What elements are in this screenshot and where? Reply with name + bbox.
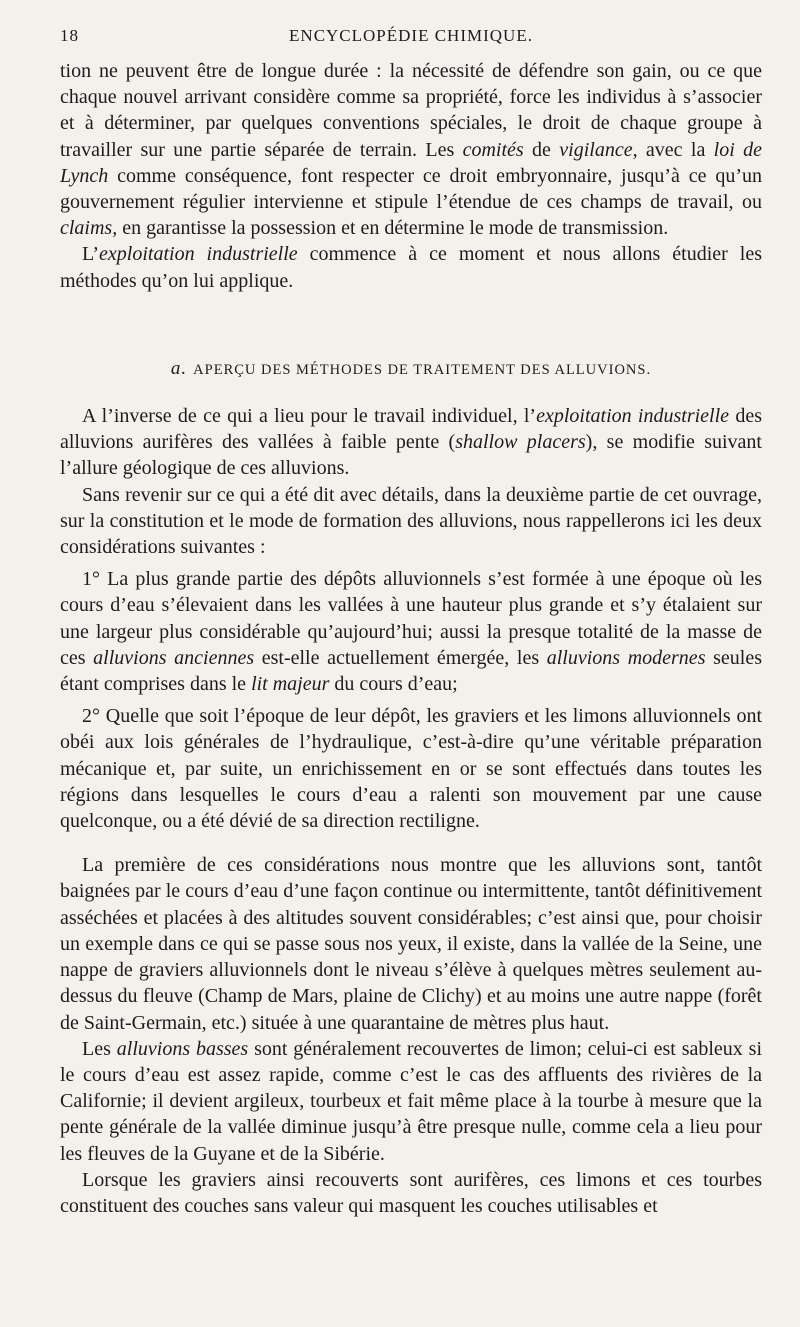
text-run: des alluvions aurifères des vallées à faible pente ( xyxy=(60,405,762,454)
text-run: sont généralement recouvertes de limon; celui-ci est sableux si le cours d’eau est assez rapide, comme c’est le cas des affluents des rivières de la Californie; il devient argileux, tourbeux et fait même place à la tourbe à mesure que la pente générale de la vallée diminue jusqu’à être presque nulle, comme cela a lieu pour les fleuves de la Guyane et de la Sibérie. xyxy=(60,1037,763,1165)
text-run: L’ xyxy=(82,243,100,266)
text-run: est-elle actuellement émergée, les xyxy=(254,646,547,669)
text-run: 1° La plus grande partie des dépôts alluvionnels s’est formée à une époque où les cours d’eau s’élevaient dans les vallées à une hauteur plus grande et s’y étalaient sur une largeur plus considérable qu’aujourd’hui; aussi la presque totalité de la masse de ces xyxy=(60,568,762,669)
page-number: 18 xyxy=(60,26,79,45)
text-run: 2° Quelle que soit l’époque de leur dépôt, les graviers et les limons alluvionnels ont obéi aux lois générales de l’hydraulique, c’est-à-dire qu’une véritable préparation mécanique et, par suite, un enrichissement en or se sont effectués dans toutes les régions dans lesquelles le cours d’eau a ralenti son mouvement par une cause quelconque, ou a été dévié de sa direction rectiligne. xyxy=(60,705,762,833)
paragraph-first-consideration xyxy=(60,852,762,1035)
text-run: Lorsque les graviers ainsi recouverts sont aurifères, ces limons et ces tourbes constituent des couches sans valeur qui masquent les couches utilisables et xyxy=(60,1168,762,1217)
paragraph-continuation xyxy=(60,58,762,241)
paragraph-consideration-2 xyxy=(60,703,762,834)
text-run: du cours d’eau; xyxy=(329,673,458,696)
text-run: Les xyxy=(82,1037,117,1060)
italic-run: comités xyxy=(462,138,524,161)
italic-run: vigilance, xyxy=(559,138,638,161)
paragraph-inverse xyxy=(60,403,762,482)
italic-run: alluvions anciennes xyxy=(93,646,255,669)
section-letter: a. xyxy=(170,357,188,379)
italic-run: lit majeur xyxy=(251,673,330,696)
italic-run: exploitation industrielle xyxy=(536,405,730,428)
text-run: tion ne peuvent être de longue durée : la nécessité de défendre son gain, ou ce que chaque nouvel arrivant considère comme sa propriété, force les individus à s’associer et à déterminer, par quelques conventions spéciales, le droit de chaque groupe à travailler sur une partie séparée de terrain. Les xyxy=(60,60,762,161)
text-run: en garantisse la possession et en détermine le mode de transmission. xyxy=(117,217,669,240)
text-run: A l’inverse de ce qui a lieu pour le travail individuel, l’ xyxy=(82,405,537,428)
italic-run: claims, xyxy=(60,217,118,240)
italic-run: alluvions modernes xyxy=(546,646,706,669)
text-run: comme conséquence, font respecter ce droit embryonnaire, jusqu’à ce qu’un gouvernement régulier intervienne et stipule l’étendue de ces champs de travail, ou xyxy=(60,164,762,214)
paragraph-considerations xyxy=(60,482,762,561)
running-head xyxy=(60,26,762,52)
italic-run: exploitation industrielle xyxy=(99,243,298,266)
italic-run: shallow placers xyxy=(455,431,586,454)
page-body xyxy=(60,58,762,1219)
section-heading xyxy=(60,356,762,383)
text-run: ), se modifie suivant l’allure géologique de ces alluvions. xyxy=(60,431,762,480)
paragraph-industrial-exploitation xyxy=(60,241,762,293)
section-title: APERÇU DES MÉTHODES DE TRAITEMENT DES ALLUVIONS. xyxy=(193,361,652,378)
text-run: avec la xyxy=(637,138,714,161)
text-run: de xyxy=(523,138,560,161)
italic-run: alluvions basses xyxy=(116,1037,249,1060)
paragraph-consideration-1 xyxy=(60,566,762,697)
text-run: Sans revenir sur ce qui a été dit avec détails, dans la deuxième partie de cet ouvrage, sur la constitution et le mode de formation des alluvions, nous rappellerons ici les deux considérations suivantes : xyxy=(60,483,762,559)
italic-run: loi de Lynch xyxy=(60,138,762,187)
text-run: seules étant comprises dans le xyxy=(60,646,762,696)
text-run: La première de ces considérations nous montre que les alluvions sont, tantôt baignées par le cours d’eau d’une façon continue ou intermittente, tantôt définitivement asséchées et placées à des altitudes souvent considérables; c’est ainsi que, pour choisir un exemple dans ce qui se passe sous nos yeux, il existe, dans la vallée de la Seine, une nappe de graviers alluvionnels dont le niveau s’élève à quelques mètres seulement au-dessus du fleuve (Champ de Mars, plaine de Clichy) et au moins une autre nappe (forêt de Saint-Germain, etc.) située à une quarantaine de mètres plus haut. xyxy=(60,854,762,1034)
text-run: commence à ce moment et nous allons étudier les méthodes qu’on lui applique. xyxy=(60,243,762,292)
running-title: ENCYCLOPÉDIE CHIMIQUE. xyxy=(289,26,533,45)
paragraph-covered-gravels xyxy=(60,1167,762,1219)
paragraph-low-alluvions xyxy=(60,1036,762,1167)
